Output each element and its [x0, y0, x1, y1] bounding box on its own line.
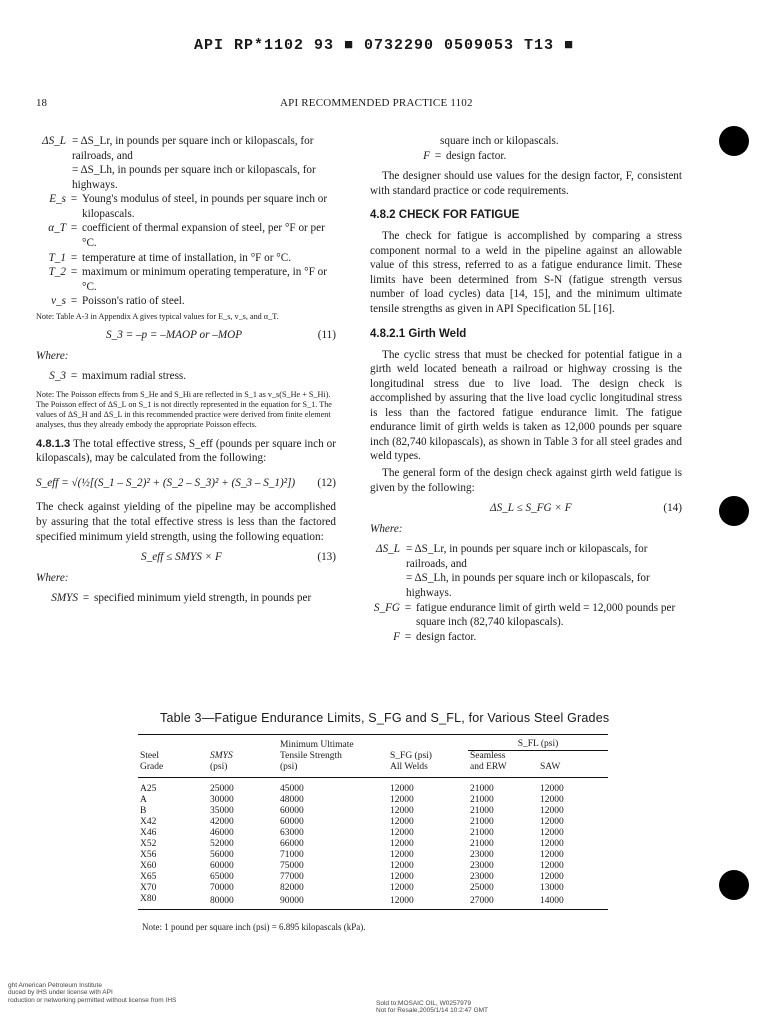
fatigue-table [138, 734, 608, 910]
definition [370, 542, 682, 571]
paragraph-4813 [36, 437, 336, 466]
header-grade: Grade [140, 762, 164, 772]
definition-text: maximum radial stress. [82, 370, 187, 383]
equation-body: S_eff = √(½[(S_1 – S_2)² + (S_2 – S_3)² + (S_3 – S_1)²]) [36, 476, 296, 489]
table-title: Table 3—Fatigue Endurance Limits, S_FG and S_FL, for Various Steel Grades [160, 711, 610, 725]
definition-text: coefficient of thermal expansion of steel, per °F or per °C. [82, 222, 325, 249]
header-all-welds: All Welds [390, 762, 428, 772]
header-steel: Steel [140, 751, 159, 761]
equation-body: S_3 = –p = –MAOP or –MOP [106, 329, 243, 341]
definition: F = design factor. [370, 149, 682, 164]
footer-line: Not for Resale,2005/1/14 10:2:47 GMT [376, 1007, 489, 1015]
definition: S_FG = fatigue endurance limit of girth weld = 12,000 pounds per square inch (82,740 kilopascals). [370, 601, 682, 630]
definition-symbol: S_FG [373, 601, 400, 614]
definition-symbol: T_1 [48, 251, 66, 264]
definition: T_2 = maximum or minimum operating temperature, in °F or °C. [36, 265, 336, 294]
definition-text: design factor. [446, 149, 507, 162]
header-min-ultimate-2: Tensile Strength [280, 751, 342, 761]
definition: α_T = coefficient of thermal expansion of steel, per °F or per °C. [36, 221, 336, 250]
definition: SMYS = specified minimum yield strength, in pounds per [36, 591, 336, 606]
header-min-ultimate-1: Minimum Ultimate [280, 739, 354, 750]
equation-11 [36, 328, 336, 343]
paragraph-text: The total effective stress, S_eff (pounds per square inch or kilopascals), may be calculated from the following: [36, 437, 336, 465]
definition-text: temperature at time of installation, in °F or °C. [82, 251, 292, 264]
definition-symbol: SMYS [51, 592, 78, 605]
definition-text: = ΔS_Lr, in pounds per square inch or kilopascals, for railroads, and [406, 543, 648, 570]
table-row: A25 25000 45000 12000 21000 12000 [140, 783, 564, 794]
paragraph-girth-2: The general form of the design check against girth weld fatigue is given by the following: [370, 467, 682, 494]
table-row: X56 56000 71000 12000 23000 12000 [140, 849, 564, 860]
hole-punch-mark [719, 126, 749, 156]
footer-copyright [8, 982, 176, 1004]
table-row: X65 65000 77000 12000 23000 12000 [140, 871, 564, 882]
header-smys: SMYS [210, 751, 233, 761]
paragraph-designer: The designer should use values for the design factor, F, consistent with standard practice or code requirements. [370, 170, 682, 197]
definition: F = design factor. [370, 630, 682, 645]
definition: v_s = Poisson's ratio of steel. [36, 294, 336, 309]
table-row: X52 52000 66000 12000 21000 12000 [140, 838, 564, 849]
footer-license [376, 1000, 488, 1015]
document-code-header: API RP*1102 93 ■ 0732290 0509053 T13 ■ [193, 37, 575, 54]
header-psi: (psi) [210, 762, 228, 772]
definition-text: = ΔS_Lh, in pounds per square inch or kilopascals, for highways. [72, 164, 316, 191]
equation-number: (12) [317, 476, 336, 489]
right-column [370, 134, 682, 644]
header-sfg: S_FG (psi) [390, 751, 432, 761]
table-row: A 30000 48000 12000 21000 12000 [140, 794, 564, 805]
equation-body: S_eff ≤ SMYS × F [141, 551, 222, 564]
table-row: X42 42000 60000 12000 21000 12000 [140, 816, 564, 827]
where-label: Where: [36, 571, 69, 584]
definition-symbol: ΔS_L [376, 543, 400, 556]
note: Note: The Poisson effects from S_He and S_Hi are reflected in S_1 as v_s(S_He + S_Hi). The Poisson effect of ΔS_L on S_1 is not directly represented in the equation for S_1. The values of ΔS_H and ΔS_L in this recommended practice were derived from finite element analyses, thus they already embody the appropriate Poisson effects. [36, 389, 332, 430]
section-heading-482: 4.8.2 CHECK FOR FATIGUE [370, 209, 520, 222]
header-seamless: Seamless [470, 751, 506, 761]
equation-12 [36, 476, 336, 491]
definition-text: = ΔS_Lr, in pounds per square inch or kilopascals, for railroads, and [72, 135, 314, 162]
definition-text: = ΔS_Lh, in pounds per square inch or kilopascals, for highways. [406, 572, 650, 599]
page-number: 18 [36, 97, 47, 109]
hole-punch-mark [719, 496, 749, 526]
table-row: X70 70000 82000 12000 25000 13000 [140, 882, 564, 893]
equation-number: (13) [317, 551, 336, 564]
footer-line: ght American Petroleum Institute [8, 982, 102, 989]
equation-number: (11) [317, 329, 336, 341]
definition-symbol: S_3 [49, 370, 66, 383]
header-sfl: S_FL (psi) [468, 735, 608, 751]
table-row: X46 46000 63000 12000 21000 12000 [140, 827, 564, 838]
definition: S_3 = maximum radial stress. [36, 369, 336, 384]
definition-text: Young's modulus of steel, in pounds per square inch or kilopascals. [82, 193, 328, 220]
paragraph-fatigue: The check for fatigue is accomplished by comparing a stress component normal to a weld in the pipeline against an allowable value of this stress, referred to as a fatigue endurance limit. These limits have been determined from S-N (fatigue strength versus number of load cycles) data [14, 15], and the minimum ultimate tensile strengths as given in API Specification 5L [16]. [370, 230, 682, 315]
header-saw: SAW [540, 762, 561, 772]
definition [36, 134, 336, 163]
where-label: Where: [36, 349, 69, 362]
definition: E_s = Young's modulus of steel, in pounds per square inch or kilopascals. [36, 192, 336, 221]
definition-text: maximum or minimum operating temperature, in °F or °C. [82, 266, 327, 293]
table-row: X60 60000 75000 12000 23000 12000 [140, 860, 564, 871]
section-heading-4821: 4.8.2.1 Girth Weld [370, 327, 467, 340]
definition-symbol: E_s [49, 193, 66, 206]
definition-text: Poisson's ratio of steel. [82, 295, 185, 308]
header-erw: and ERW [470, 762, 507, 772]
definition-symbol: F [423, 149, 430, 162]
equation-number: (14) [663, 502, 682, 515]
footer-line: Sold to:MOSAIC OIL, W0257979 [376, 1000, 472, 1007]
header-psi: (psi) [280, 762, 298, 772]
definition-text: fatigue endurance limit of girth weld = 12,000 pounds per square inch (82,740 kilopascals). [416, 601, 676, 629]
definition [370, 571, 682, 600]
definition-symbol: F [393, 630, 400, 643]
definition-symbol: α_T [48, 222, 66, 235]
paragraph-girth-1: The cyclic stress that must be checked for potential fatigue in a girth weld located beneath a railroad or highway crossing is the longitudinal stress due to live load. The design check is accomplished by assuring that the live load cyclic longitudinal stress is less than the factored fatigue endurance limit. The fatigue endurance limit of girth welds is taken as 12,000 pounds per square inch (82,740 kilopascals), as shown in Table 3 for all steel grades and weld types. [370, 348, 682, 463]
footer-line: roduction or networking permitted without license from IHS [8, 996, 177, 1004]
hole-punch-mark [719, 870, 749, 900]
table-note: Note: 1 pound per square inch (psi) = 6.895 kilopascals (kPa). [142, 922, 366, 932]
definition-symbol: ΔS_L [42, 135, 66, 147]
definition-symbol: v_s [51, 295, 66, 308]
left-column [36, 134, 336, 606]
where-label: Where: [370, 522, 403, 535]
section-number: 4.8.1.3 [36, 437, 71, 450]
definition-text: specified minimum yield strength, in pounds per [94, 592, 312, 605]
equation-body: ΔS_L ≤ S_FG × F [490, 502, 572, 515]
equation-13 [36, 550, 336, 565]
table-row: X80 80000 90000 12000 27000 14000 [138, 894, 608, 910]
definition-symbol: T_2 [48, 266, 66, 279]
table-row: B 35000 60000 12000 21000 12000 [140, 805, 564, 816]
equation-14 [370, 501, 682, 516]
definition: T_1 = temperature at time of installation, in °F or °C. [36, 251, 336, 266]
note: Note: Table A-3 in Appendix A gives typical values for E_s, v_s, and α_T. [36, 311, 279, 321]
paragraph-check: The check against yielding of the pipeline may be accomplished by assuring that the total effective stress is less than the factored specified minimum yield strength, using the following equation: [36, 501, 336, 543]
footer-line: duced by IHS under license with API [8, 989, 113, 997]
definition-text: design factor. [416, 630, 477, 643]
definition [36, 163, 336, 192]
running-title: API RECOMMENDED PRACTICE 1102 [280, 97, 473, 109]
continued-text: square inch or kilopascals. [440, 135, 559, 147]
